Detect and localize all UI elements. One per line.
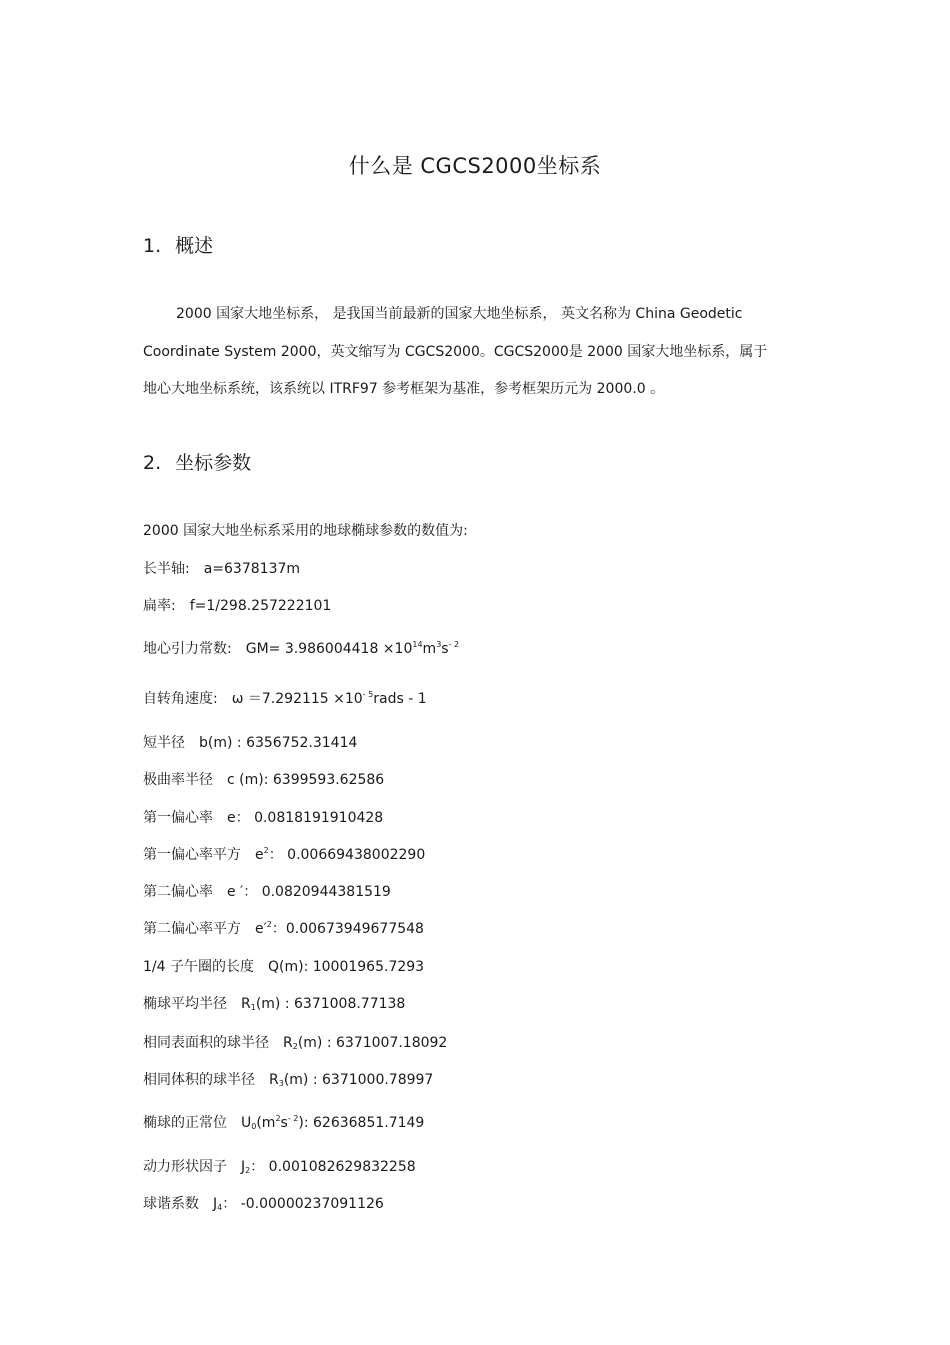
param-value: e： 0.0818191910428 <box>227 810 384 826</box>
section-title: 坐标参数 <box>175 452 252 474</box>
param-second-eccentricity-squared <box>143 918 424 938</box>
param-value: GM= 3.986004418 ×10 <box>245 641 413 657</box>
unit: (m <box>256 1115 276 1131</box>
symbol: R <box>241 996 251 1012</box>
parameters-intro: 2000 国家大地坐标系采用的地球椭球参数的数值为: <box>143 523 468 539</box>
param-mean-radius <box>143 993 405 1013</box>
unit: m <box>422 641 437 657</box>
subscript: 3 <box>278 1079 284 1088</box>
param-value: c (m): 6399593.62586 <box>227 772 385 788</box>
symbol: R <box>269 1072 279 1088</box>
param-equal-area-radius <box>143 1032 447 1052</box>
param-label: 相同表面积的球半径 <box>143 1035 269 1051</box>
param-label: 第一偏心率平方 <box>143 847 241 863</box>
document-title: 什么是 CGCS2000坐标系 <box>348 154 602 178</box>
param-label: 第二偏心率 <box>143 884 213 900</box>
param-equal-volume-radius <box>143 1069 433 1089</box>
exponent: 14 <box>412 640 423 649</box>
exponent: 2 <box>263 846 269 855</box>
section-heading-overview <box>143 231 213 258</box>
param-value: e ′： 0.0820944381519 <box>227 884 391 900</box>
param-spherical-harmonic <box>143 1193 384 1213</box>
param-normal-potential <box>143 1112 424 1132</box>
subscript: 2 <box>292 1042 298 1051</box>
subscript: 1 <box>250 1003 256 1012</box>
param-value: ): 62636851.7149 <box>298 1115 425 1131</box>
param-first-eccentricity-squared <box>143 844 425 864</box>
param-label: 球谐系数 <box>143 1196 199 1212</box>
param-label: 短半径 <box>143 735 185 751</box>
param-value: (m) : 6371007.18092 <box>297 1035 448 1051</box>
param-label: 1/4 子午圈的长度 <box>143 959 254 975</box>
param-semi-major-axis <box>143 558 300 578</box>
symbol: e <box>255 847 264 863</box>
exponent: - 5 <box>362 690 374 699</box>
symbol: e′ <box>255 921 267 937</box>
symbol: U <box>241 1115 252 1131</box>
param-label: 长半轴: <box>143 561 190 577</box>
param-value: b(m) : 6356752.31414 <box>199 735 358 751</box>
param-label: 极曲率半径 <box>143 772 213 788</box>
param-angular-velocity <box>143 688 427 708</box>
param-label: 自转角速度: <box>143 691 218 707</box>
param-value: a=6378137m <box>203 561 301 577</box>
param-second-eccentricity <box>143 881 391 901</box>
subscript: 0 <box>251 1122 257 1131</box>
section-title: 概述 <box>175 235 214 257</box>
exponent: 2 <box>275 1114 281 1123</box>
param-value: ： 0.00669438002290 <box>268 847 426 863</box>
param-label: 动力形状因子 <box>143 1159 227 1175</box>
param-quarter-meridian <box>143 956 424 976</box>
param-value: ： 0.001082629832258 <box>250 1159 416 1175</box>
param-value: ：0.00673949677548 <box>271 921 424 937</box>
exponent: 3 <box>436 640 442 649</box>
param-flattening <box>143 595 331 615</box>
subscript: 4 <box>217 1203 223 1212</box>
param-value: f=1/298.257222101 <box>189 598 332 614</box>
param-value: (m) : 6371000.78997 <box>283 1072 434 1088</box>
param-value: ： -0.00000237091126 <box>222 1196 384 1212</box>
param-label: 第一偏心率 <box>143 810 213 826</box>
param-label: 相同体积的球半径 <box>143 1072 255 1088</box>
unit: s <box>280 1115 288 1131</box>
section-heading-parameters <box>143 448 251 475</box>
param-value: ω ＝7.292115 ×10 <box>231 691 363 707</box>
paragraph-line-3: 地心大地坐标系统，该系统以 ITRF97 参考框架为基准，参考框架历元为 2000.0 。 <box>143 381 665 397</box>
paragraph-line-2: Coordinate System 2000，英文缩写为 CGCS2000。CGCS2000是 2000 国家大地坐标系，属于 <box>143 344 768 360</box>
unit: s <box>441 641 449 657</box>
param-label: 第二偏心率平方 <box>143 921 241 937</box>
param-value: Q(m): 10001965.7293 <box>267 959 425 975</box>
unit: rads - 1 <box>373 691 427 707</box>
param-semi-minor-axis <box>143 732 357 752</box>
param-dynamic-form-factor <box>143 1156 416 1176</box>
param-label: 椭球平均半径 <box>143 996 227 1012</box>
param-label: 扁率: <box>143 598 176 614</box>
section-number: 1. <box>143 235 162 257</box>
symbol: R <box>283 1035 293 1051</box>
param-first-eccentricity <box>143 807 383 827</box>
param-label: 椭球的正常位 <box>143 1115 227 1131</box>
exponent: 2 <box>266 920 272 929</box>
exponent: - 2 <box>287 1114 299 1123</box>
param-gm <box>143 638 459 658</box>
symbol: J <box>241 1159 246 1175</box>
section-number: 2. <box>143 452 162 474</box>
param-polar-radius <box>143 769 384 789</box>
param-value: (m) : 6371008.77138 <box>255 996 406 1012</box>
exponent: - 2 <box>448 640 460 649</box>
symbol: J <box>213 1196 218 1212</box>
param-label: 地心引力常数: <box>143 641 232 657</box>
subscript: 2 <box>245 1166 251 1175</box>
paragraph-line-1: 2000 国家大地坐标系， 是我国当前最新的国家大地坐标系， 英文名称为 China Geodetic <box>176 306 743 322</box>
